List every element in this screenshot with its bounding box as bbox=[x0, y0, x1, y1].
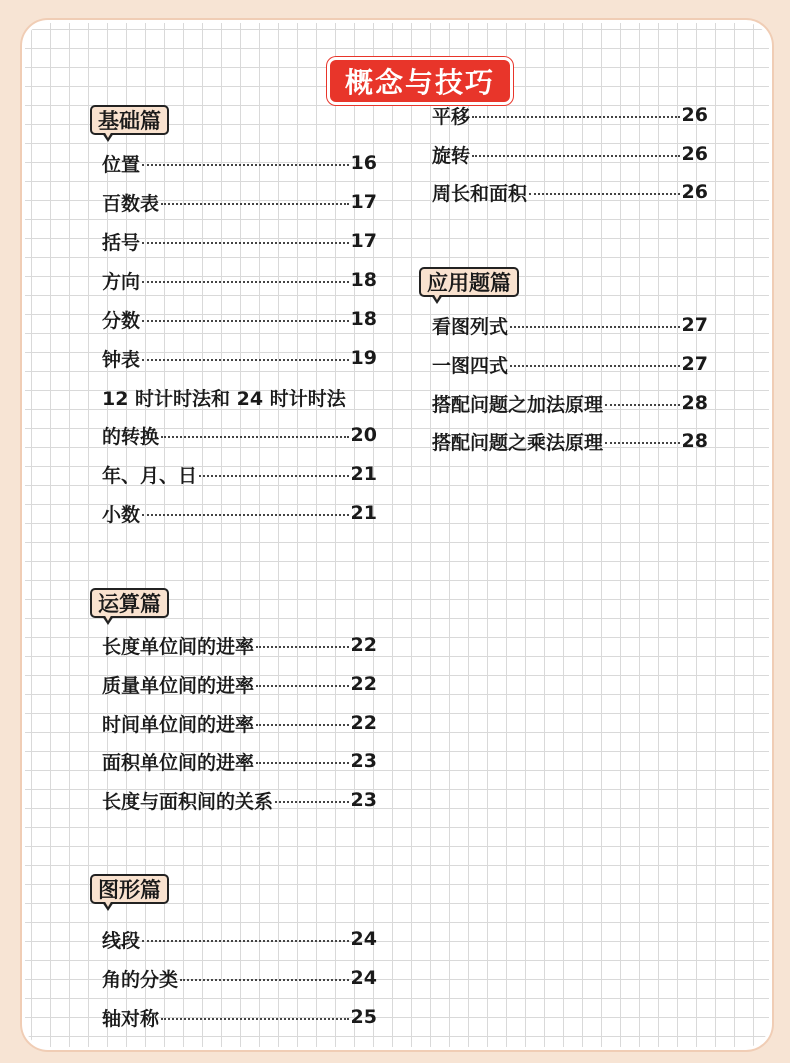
section-label: 运算篇 bbox=[98, 592, 161, 616]
speech-tail-icon bbox=[431, 295, 443, 304]
section-tag-basic bbox=[90, 105, 169, 135]
toc-entry-year-month-day[interactable] bbox=[102, 460, 377, 488]
entry-label: 旋转 bbox=[432, 144, 471, 167]
dot-leader bbox=[529, 183, 680, 195]
entry-page: 26 bbox=[681, 104, 708, 126]
section-tag-geometry bbox=[90, 874, 169, 904]
speech-tail-icon bbox=[102, 616, 114, 625]
entry-page: 24 bbox=[350, 967, 377, 989]
toc-entry-translation[interactable] bbox=[432, 101, 708, 129]
toc-entry-angle-types[interactable] bbox=[102, 964, 377, 992]
dot-leader bbox=[256, 714, 349, 726]
entry-label: 一图四式 bbox=[432, 354, 509, 377]
entry-page: 25 bbox=[350, 1006, 377, 1028]
toc-entry-mass-units[interactable] bbox=[102, 670, 377, 698]
toc-entry-length-area-relation[interactable] bbox=[102, 786, 377, 814]
toc-entry-clock[interactable] bbox=[102, 344, 377, 372]
toc-entry-one-picture-four-equations[interactable] bbox=[432, 350, 708, 378]
page-title: 概念与技巧 bbox=[330, 60, 510, 102]
entry-label: 搭配问题之乘法原理 bbox=[432, 431, 604, 454]
dot-leader bbox=[605, 432, 680, 444]
toc-entry-axial-symmetry[interactable] bbox=[102, 1003, 377, 1031]
entry-page: 27 bbox=[681, 353, 708, 375]
entry-label: 百数表 bbox=[102, 192, 160, 215]
dot-leader bbox=[142, 154, 349, 166]
entry-label: 看图列式 bbox=[432, 315, 509, 338]
entry-page: 28 bbox=[681, 392, 708, 414]
dot-leader bbox=[142, 930, 349, 942]
dot-leader bbox=[161, 426, 349, 438]
entry-label: 面积单位间的进率 bbox=[102, 751, 255, 774]
dot-leader bbox=[161, 1008, 349, 1020]
entry-label: 方向 bbox=[102, 270, 141, 293]
dot-leader bbox=[199, 465, 349, 477]
entry-label: 轴对称 bbox=[102, 1007, 160, 1030]
toc-entry-rotation[interactable] bbox=[432, 140, 708, 168]
toc-entry-time-systems[interactable] bbox=[102, 421, 377, 449]
entry-page: 24 bbox=[350, 928, 377, 950]
entry-label: 搭配问题之加法原理 bbox=[432, 393, 604, 416]
toc-entry-multiplication-principle[interactable] bbox=[432, 427, 708, 455]
dot-leader bbox=[256, 675, 349, 687]
toc-entry-area-units[interactable] bbox=[102, 747, 377, 775]
dot-leader bbox=[256, 752, 349, 764]
dot-leader bbox=[472, 145, 680, 157]
dot-leader bbox=[161, 193, 349, 205]
entry-label: 平移 bbox=[432, 105, 471, 128]
entry-label: 年、月、日 bbox=[102, 464, 198, 487]
dot-leader bbox=[142, 349, 349, 361]
dot-leader bbox=[472, 106, 680, 118]
entry-label: 时间单位间的进率 bbox=[102, 713, 255, 736]
entry-page: 27 bbox=[681, 314, 708, 336]
section-label: 基础篇 bbox=[98, 109, 161, 133]
dot-leader bbox=[180, 969, 349, 981]
entry-label: 周长和面积 bbox=[432, 182, 528, 205]
entry-page: 22 bbox=[350, 712, 377, 734]
toc-entry-hundred-chart[interactable] bbox=[102, 188, 377, 216]
entry-page: 28 bbox=[681, 430, 708, 452]
entry-page: 22 bbox=[350, 673, 377, 695]
toc-entry-picture-equation[interactable] bbox=[432, 311, 708, 339]
entry-page: 18 bbox=[350, 308, 377, 330]
entry-page: 21 bbox=[350, 502, 377, 524]
section-tag-operation bbox=[90, 588, 169, 618]
entry-label: 线段 bbox=[102, 929, 141, 952]
entry-label: 小数 bbox=[102, 503, 141, 526]
dot-leader bbox=[275, 791, 349, 803]
entry-page: 21 bbox=[350, 463, 377, 485]
entry-label: 位置 bbox=[102, 153, 141, 176]
entry-label: 质量单位间的进率 bbox=[102, 674, 255, 697]
toc-entry-time-units[interactable] bbox=[102, 709, 377, 737]
entry-label: 分数 bbox=[102, 309, 141, 332]
dot-leader bbox=[142, 271, 349, 283]
entry-page: 26 bbox=[681, 181, 708, 203]
toc-entry-perimeter-area[interactable] bbox=[432, 178, 708, 206]
entry-page: 22 bbox=[350, 634, 377, 656]
dot-leader bbox=[256, 636, 349, 648]
toc-entry-direction[interactable] bbox=[102, 266, 377, 294]
entry-page: 18 bbox=[350, 269, 377, 291]
entry-page: 23 bbox=[350, 750, 377, 772]
dot-leader bbox=[510, 316, 680, 328]
entry-page: 16 bbox=[350, 152, 377, 174]
toc-entry-brackets[interactable] bbox=[102, 227, 377, 255]
dot-leader bbox=[510, 355, 680, 367]
entry-label: 长度单位间的进率 bbox=[102, 635, 255, 658]
toc-entry-time-systems-line1[interactable]: 12 时计时法和 24 时计时法 bbox=[102, 387, 346, 410]
toc-entry-length-units[interactable] bbox=[102, 631, 377, 659]
toc-entry-addition-principle[interactable] bbox=[432, 389, 708, 417]
dot-leader bbox=[142, 504, 349, 516]
toc-entry-fraction[interactable] bbox=[102, 305, 377, 333]
toc-entry-decimal[interactable] bbox=[102, 499, 377, 527]
entry-page: 19 bbox=[350, 347, 377, 369]
entry-page: 17 bbox=[350, 191, 377, 213]
section-tag-application bbox=[419, 267, 519, 297]
entry-page: 23 bbox=[350, 789, 377, 811]
entry-label: 角的分类 bbox=[102, 968, 179, 991]
speech-tail-icon bbox=[102, 133, 114, 142]
entry-page: 17 bbox=[350, 230, 377, 252]
entry-page: 20 bbox=[350, 424, 377, 446]
entry-label: 钟表 bbox=[102, 348, 141, 371]
entry-label: 的转换 bbox=[102, 425, 160, 448]
dot-leader bbox=[142, 310, 349, 322]
entry-page: 26 bbox=[681, 143, 708, 165]
dot-leader bbox=[605, 394, 680, 406]
dot-leader bbox=[142, 232, 349, 244]
section-label: 应用题篇 bbox=[427, 271, 511, 295]
toc-entry-position[interactable] bbox=[102, 149, 377, 177]
entry-label: 长度与面积间的关系 bbox=[102, 790, 274, 813]
speech-tail-icon bbox=[102, 902, 114, 911]
toc-entry-line-segment[interactable] bbox=[102, 925, 377, 953]
entry-label: 括号 bbox=[102, 231, 141, 254]
section-label: 图形篇 bbox=[98, 878, 161, 902]
contents-page bbox=[22, 20, 772, 1050]
